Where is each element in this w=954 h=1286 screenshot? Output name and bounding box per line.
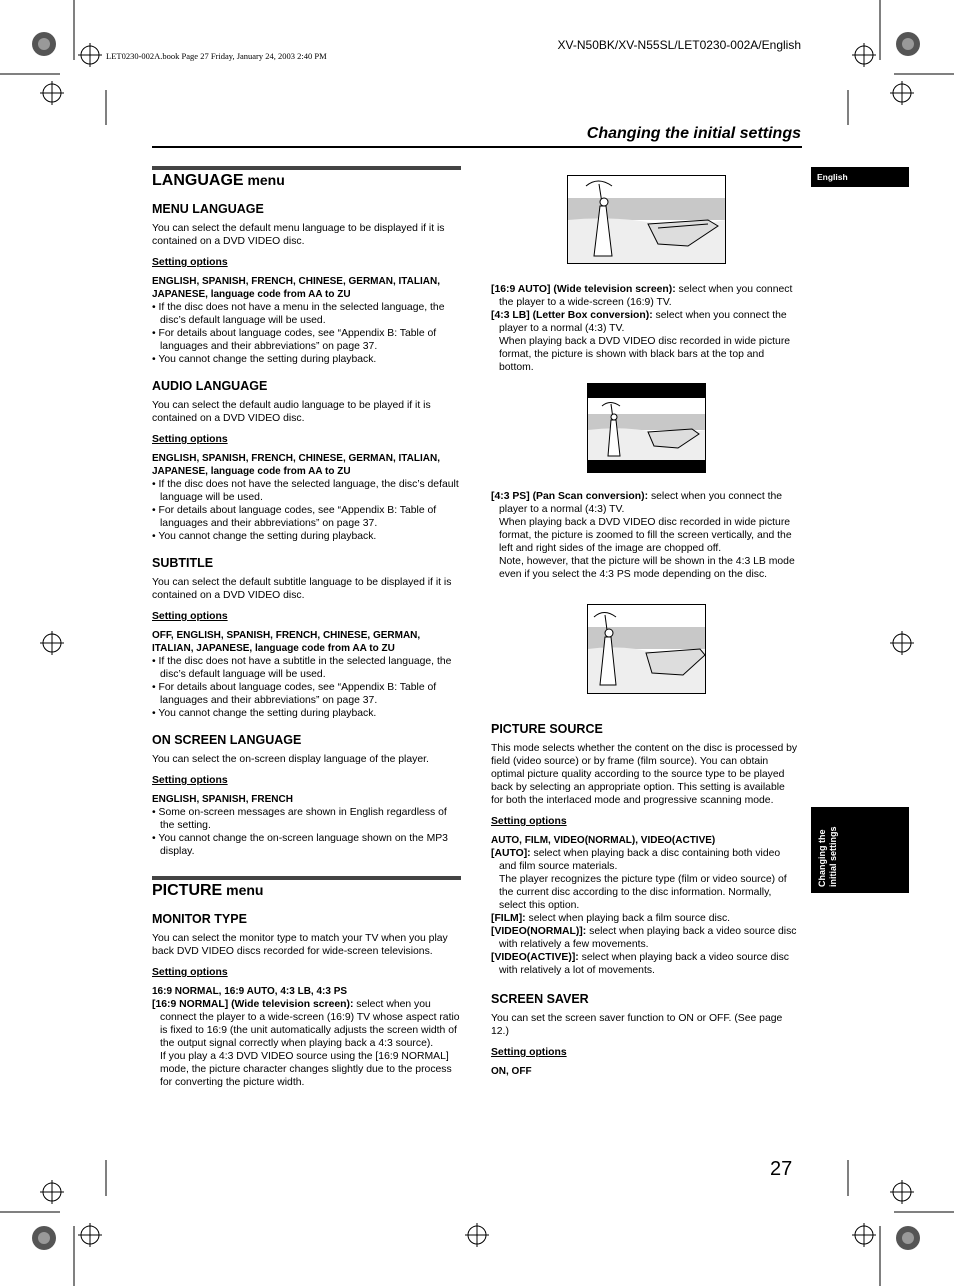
option-definition <box>491 490 799 516</box>
chapter-side-tab <box>811 807 909 893</box>
setting-options-values: AUTO, FILM, VIDEO(NORMAL), VIDEO(ACTIVE) <box>491 835 716 846</box>
setting-options-label: Setting options <box>152 611 228 622</box>
option-definition <box>491 847 799 873</box>
illustration-wide <box>567 175 726 264</box>
beach-scene-image <box>568 176 725 263</box>
note-item: • If the disc does not have a menu in the selected language, the disc’s default language will be used. <box>152 301 460 327</box>
language-menu-title-suffix: menu <box>243 172 285 188</box>
illustration-pan-scan <box>587 604 706 694</box>
section-desc: You can select the default subtitle language to be displayed if it is contained on a DVD VIDEO disc. <box>152 577 452 601</box>
picture-menu-rule <box>152 876 461 880</box>
note-item: • You cannot change the on-screen language shown on the MP3 display. <box>152 832 460 858</box>
section-title: MONITOR TYPE <box>152 912 247 926</box>
setting-options-label: Setting options <box>152 434 228 445</box>
section-title: ON SCREEN LANGUAGE <box>152 733 302 747</box>
setting-options-values: ENGLISH, SPANISH, FRENCH, CHINESE, GERMAN, ITALIAN, JAPANESE, language code from AA to ZU <box>152 276 440 300</box>
section-desc: You can select the default audio language to be played if it is contained on a DVD VIDEO disc. <box>152 400 431 424</box>
picture-menu-title-suffix: menu <box>222 882 264 898</box>
option-desc: select when you connect the player to a normal (4:3) TV. <box>499 310 787 334</box>
option-term: [FILM]: <box>491 913 526 924</box>
option-desc: select when playing back a video source disc with relatively a few movements. <box>499 926 797 950</box>
right-column-top <box>491 283 799 374</box>
option-desc: select when you connect the player to a wide-screen (16:9) TV whose aspect ratio is fixed to 16:9 (the unit automatically adjusts the screen width of the output signal correctly when playing back a 4:3 source). <box>160 999 460 1049</box>
option-extra: When playing back a DVD VIDEO disc recorded in wide picture format, the picture is shown with black bars at the top and bottom. <box>499 336 791 373</box>
on-screen-language-section <box>152 734 460 858</box>
picture-source-section <box>491 723 799 977</box>
notes-list <box>152 478 460 543</box>
section-title: SCREEN SAVER <box>491 992 589 1006</box>
notes-list <box>152 655 460 720</box>
option-extra: Note, however, that the picture will be shown in the 4:3 LB mode even if you select the 4:3 PS mode depending on the disc. <box>499 556 795 580</box>
option-definition <box>152 998 460 1050</box>
option-term: [4:3 PS] (Pan Scan conversion): <box>491 491 649 502</box>
setting-options-label: Setting options <box>152 967 228 978</box>
section-desc: You can select the monitor type to match your TV when you play back DVD VIDEO discs recorded for wide-screen televisions. <box>152 933 448 957</box>
option-desc: select when you connect the player to a wide-screen (16:9) TV. <box>499 284 793 308</box>
monitor-type-section <box>152 913 460 1089</box>
note-item: • For details about language codes, see “Appendix B: Table of languages and their abbreviations” on page 37. <box>152 327 460 353</box>
option-term: [VIDEO(ACTIVE)]: <box>491 952 579 963</box>
option-desc: select when you connect the player to a normal (4:3) TV. <box>499 491 783 515</box>
note-item: • You cannot change the setting during playback. <box>152 707 460 720</box>
section-title: MENU LANGUAGE <box>152 202 264 216</box>
setting-options-label: Setting options <box>491 1047 567 1058</box>
option-desc: select when playing back a video source disc with relatively a lot of movements. <box>499 952 789 976</box>
page-number: 27 <box>770 1158 793 1180</box>
left-column <box>152 166 460 1089</box>
section-title: SUBTITLE <box>152 556 214 570</box>
notes-list <box>152 301 460 366</box>
option-definition <box>491 925 799 951</box>
chapter-side-tab-label: Changing the initial settings <box>817 826 838 887</box>
option-definition <box>491 912 799 925</box>
language-tab: English <box>811 167 909 187</box>
picture-menu-title-main: PICTURE <box>152 882 223 899</box>
option-term: [VIDEO(NORMAL)]: <box>491 926 587 937</box>
section-desc: You can set the screen saver function to ON or OFF. (See page 12.) <box>491 1013 783 1037</box>
option-term: [16:9 AUTO] (Wide television screen): <box>491 284 676 295</box>
option-definition <box>491 283 799 309</box>
screen-saver-section <box>491 993 799 1078</box>
option-desc: select when playing back a disc containing both video and film source materials. <box>499 848 781 872</box>
beach-scene-letterbox-image <box>588 384 705 472</box>
section-title: PICTURE SOURCE <box>491 722 603 736</box>
option-desc: select when playing back a film source disc. <box>525 913 731 924</box>
right-column-bottom <box>491 723 799 1078</box>
note-item: • If the disc does not have a subtitle in the selected language, the disc’s default language will be used. <box>152 655 460 681</box>
note-item: • You cannot change the setting during playback. <box>152 353 460 366</box>
section-desc: This mode selects whether the content on the disc is processed by field (video source) or by frame (film source). You can obtain optimal picture quality according to the source type to be played back by selecting an appropriate option. This setting is available for both the interlaced mode and progressive scanning mode. <box>491 743 798 806</box>
illustration-letterbox <box>587 383 706 473</box>
subtitle-section <box>152 557 460 720</box>
setting-options-values: ENGLISH, SPANISH, FRENCH <box>152 794 293 805</box>
book-info-line: LET0230-002A.book Page 27 Friday, January 24, 2003 2:40 PM <box>106 51 327 61</box>
beach-scene-pan-scan-image <box>588 605 705 693</box>
note-item: • For details about language codes, see “Appendix B: Table of languages and their abbreviations” on page 37. <box>152 504 460 530</box>
option-term: [4:3 LB] (Letter Box conversion): <box>491 310 653 321</box>
setting-options-values: ON, OFF <box>491 1066 532 1077</box>
option-definition <box>491 951 799 977</box>
language-menu-title-main: LANGUAGE <box>152 172 244 189</box>
setting-options-values: OFF, ENGLISH, SPANISH, FRENCH, CHINESE, GERMAN, ITALIAN, JAPANESE, language code from AA to ZU <box>152 630 421 654</box>
option-extra: When playing back a DVD VIDEO disc recorded in wide picture format, the picture is zoomed to fill the screen vertically, and the left and right sides of the image are chopped off. <box>499 517 792 554</box>
setting-options-values: ENGLISH, SPANISH, FRENCH, CHINESE, GERMAN, ITALIAN, JAPANESE, language code from AA to ZU <box>152 453 440 477</box>
header-rule <box>152 146 802 148</box>
model-line: XV-N50BK/XV-N55SL/LET0230-002A/English <box>557 38 801 52</box>
setting-options-values: 16:9 NORMAL, 16:9 AUTO, 4:3 LB, 4:3 PS <box>152 986 348 997</box>
section-title: AUDIO LANGUAGE <box>152 379 268 393</box>
section-desc: You can select the on-screen display language of the player. <box>152 754 429 765</box>
note-item: • You cannot change the setting during playback. <box>152 530 460 543</box>
setting-options-label: Setting options <box>491 816 567 827</box>
option-definition <box>491 309 799 335</box>
language-menu-title <box>152 174 460 187</box>
setting-options-label: Setting options <box>152 775 228 786</box>
option-term: [AUTO]: <box>491 848 531 859</box>
note-item: • Some on-screen messages are shown in English regardless of the setting. <box>152 806 460 832</box>
section-desc: You can select the default menu language to be displayed if it is contained on a DVD VIDEO disc. <box>152 223 445 247</box>
option-extra: If you play a 4:3 DVD VIDEO source using the [16:9 NORMAL] mode, the picture character changes slightly due to the process for converting the picture width. <box>160 1051 452 1088</box>
setting-options-label: Setting options <box>152 257 228 268</box>
page-header-title: Changing the initial settings <box>586 125 801 142</box>
option-extra: The player recognizes the picture type (film or video source) of the current disc according to the disc information. Normally, select this option. <box>499 874 787 911</box>
note-item: • For details about language codes, see “Appendix B: Table of languages and their abbreviations” on page 37. <box>152 681 460 707</box>
picture-menu-title <box>152 884 460 897</box>
right-column-pan-scan <box>491 490 799 581</box>
note-item: • If the disc does not have the selected language, the disc’s default language will be used. <box>152 478 460 504</box>
notes-list <box>152 806 460 858</box>
option-term: [16:9 NORMAL] (Wide television screen): <box>152 999 354 1010</box>
menu-language-section <box>152 203 460 366</box>
language-menu-rule <box>152 166 461 170</box>
audio-language-section <box>152 380 460 543</box>
